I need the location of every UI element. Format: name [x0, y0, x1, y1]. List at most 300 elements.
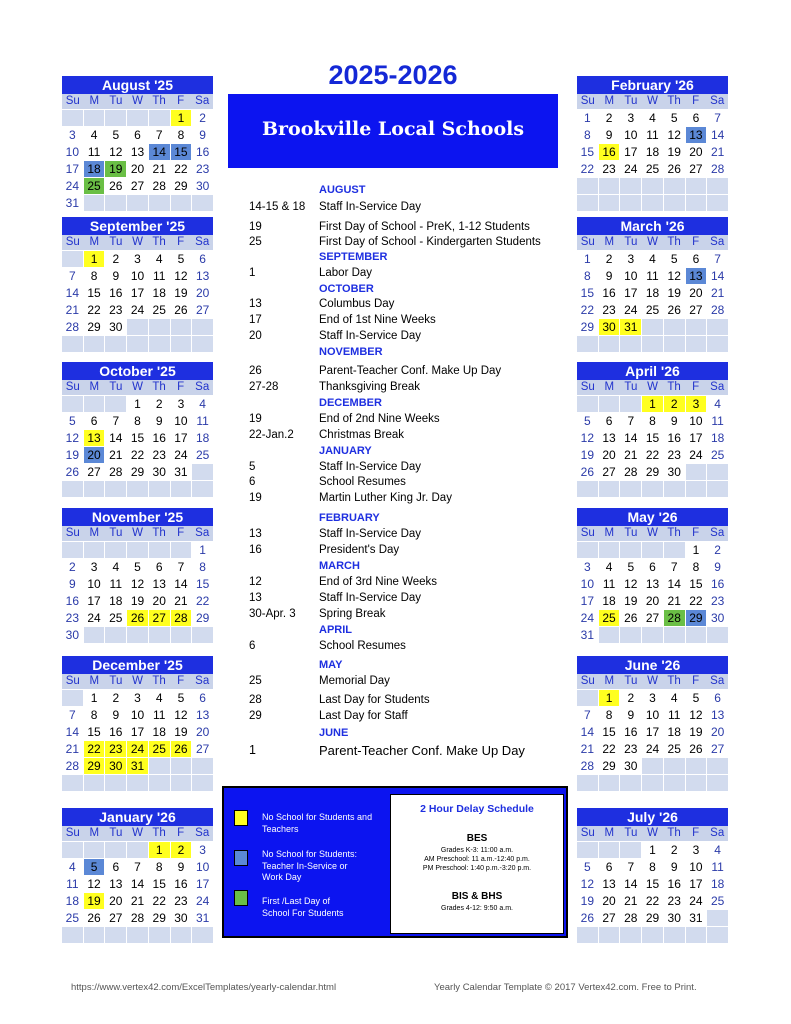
- day-cell: 10: [127, 268, 148, 284]
- empty-day-cell: [599, 842, 620, 858]
- legend-label-first-last: First /Last Day of School For Students: [262, 896, 344, 918]
- event-month-heading: DECEMBER: [319, 397, 382, 409]
- empty-day-cell: [62, 481, 83, 497]
- weekday-label: Sa: [710, 827, 725, 839]
- weekday-label: Sa: [195, 381, 210, 393]
- empty-day-cell: [620, 927, 641, 943]
- day-cell: 2: [149, 396, 170, 412]
- weekday-label: F: [692, 827, 700, 839]
- empty-day-cell: [62, 396, 83, 412]
- empty-day-cell: [127, 336, 148, 352]
- empty-day-cell: [127, 842, 148, 858]
- day-cell: 21: [620, 447, 641, 463]
- day-cell: 14: [171, 576, 192, 592]
- empty-day-cell: [171, 336, 192, 352]
- empty-day-cell: [642, 627, 663, 643]
- weekday-label: Tu: [109, 527, 123, 539]
- day-cell: 15: [642, 876, 663, 892]
- empty-day-cell: [620, 775, 641, 791]
- weekday-label: Th: [152, 827, 166, 839]
- event-month-heading: NOVEMBER: [319, 346, 383, 358]
- day-cell: 3: [686, 396, 707, 412]
- empty-day-cell: [664, 336, 685, 352]
- day-grid: [577, 395, 728, 497]
- day-cell: 14: [149, 144, 170, 160]
- day-cell: 10: [686, 859, 707, 875]
- day-cell: 26: [664, 161, 685, 177]
- day-grid: [577, 250, 728, 352]
- day-cell: 15: [149, 876, 170, 892]
- delay-schedule-title: 2 Hour Delay Schedule: [420, 803, 534, 815]
- day-cell: 15: [192, 576, 213, 592]
- day-cell: 15: [577, 144, 598, 160]
- day-cell: 14: [127, 876, 148, 892]
- empty-day-cell: [62, 927, 83, 943]
- day-cell: 28: [664, 610, 685, 626]
- empty-day-cell: [642, 542, 663, 558]
- empty-day-cell: [62, 775, 83, 791]
- empty-day-cell: [62, 690, 83, 706]
- day-cell: 9: [664, 413, 685, 429]
- footer-url[interactable]: https://www.vertex42.com/ExcelTemplates/yearly-calendar.html: [71, 982, 337, 993]
- empty-day-cell: [642, 336, 663, 352]
- empty-day-cell: [664, 627, 685, 643]
- day-cell: 29: [127, 464, 148, 480]
- day-cell: 17: [686, 430, 707, 446]
- day-cell: 8: [577, 268, 598, 284]
- day-cell: 13: [599, 430, 620, 446]
- day-cell: 6: [642, 559, 663, 575]
- day-cell: 1: [686, 542, 707, 558]
- empty-day-cell: [620, 481, 641, 497]
- day-cell: 19: [664, 144, 685, 160]
- calendar-march-2026: [577, 217, 728, 352]
- day-cell: 10: [84, 576, 105, 592]
- day-cell: 19: [171, 285, 192, 301]
- day-cell: 30: [707, 610, 728, 626]
- day-cell: 3: [642, 690, 663, 706]
- day-cell: 18: [642, 144, 663, 160]
- day-cell: 6: [599, 859, 620, 875]
- day-cell: 30: [664, 910, 685, 926]
- weekday-label: Sa: [195, 827, 210, 839]
- school-name-banner: [228, 94, 558, 168]
- event-date: 19: [249, 221, 262, 233]
- day-cell: 13: [127, 144, 148, 160]
- day-cell: 9: [599, 127, 620, 143]
- day-cell: 31: [686, 910, 707, 926]
- day-cell: 23: [620, 741, 641, 757]
- day-cell: 11: [62, 876, 83, 892]
- month-title: January '26: [62, 808, 213, 826]
- event-description: Staff In-Service Day: [319, 330, 422, 342]
- weekday-label: M: [89, 381, 100, 393]
- empty-day-cell: [664, 758, 685, 774]
- day-cell: 29: [171, 178, 192, 194]
- empty-day-cell: [599, 396, 620, 412]
- event-description: Thanksgiving Break: [319, 381, 420, 393]
- day-cell: 28: [62, 319, 83, 335]
- empty-day-cell: [192, 775, 213, 791]
- day-cell: 1: [84, 251, 105, 267]
- day-cell: 4: [105, 559, 126, 575]
- day-cell: 8: [84, 707, 105, 723]
- day-cell: 28: [149, 178, 170, 194]
- day-cell: 20: [686, 144, 707, 160]
- day-cell: 9: [707, 559, 728, 575]
- day-cell: 28: [620, 464, 641, 480]
- empty-day-cell: [664, 775, 685, 791]
- day-cell: 6: [149, 559, 170, 575]
- empty-day-cell: [171, 481, 192, 497]
- day-cell: 21: [149, 161, 170, 177]
- weekday-label: Su: [65, 95, 80, 107]
- empty-day-cell: [686, 178, 707, 194]
- empty-day-cell: [62, 251, 83, 267]
- day-cell: 29: [577, 319, 598, 335]
- empty-day-cell: [84, 336, 105, 352]
- empty-day-cell: [84, 842, 105, 858]
- legend-swatch-first-last: [234, 890, 248, 906]
- empty-day-cell: [599, 481, 620, 497]
- weekday-label: Sa: [710, 95, 725, 107]
- day-cell: 17: [686, 876, 707, 892]
- day-cell: 10: [642, 707, 663, 723]
- day-cell: 22: [192, 593, 213, 609]
- day-cell: 25: [192, 447, 213, 463]
- day-cell: 1: [84, 690, 105, 706]
- empty-day-cell: [192, 758, 213, 774]
- weekday-label: F: [177, 827, 185, 839]
- month-title: October '25: [62, 362, 213, 380]
- day-cell: 26: [171, 741, 192, 757]
- day-cell: 9: [192, 127, 213, 143]
- day-cell: 27: [686, 302, 707, 318]
- empty-day-cell: [686, 336, 707, 352]
- day-cell: 24: [577, 610, 598, 626]
- event-date: 17: [249, 314, 262, 326]
- empty-day-cell: [664, 927, 685, 943]
- event-date: 16: [249, 544, 262, 556]
- empty-day-cell: [171, 775, 192, 791]
- day-cell: 18: [62, 893, 83, 909]
- day-cell: 26: [620, 610, 641, 626]
- day-cell: 9: [105, 268, 126, 284]
- day-cell: 23: [664, 447, 685, 463]
- weekday-label: W: [647, 236, 658, 248]
- day-cell: 23: [171, 893, 192, 909]
- day-cell: 22: [127, 447, 148, 463]
- day-cell: 17: [620, 144, 641, 160]
- day-cell: 27: [192, 741, 213, 757]
- weekday-label: Sa: [195, 95, 210, 107]
- weekday-label: W: [647, 827, 658, 839]
- event-description: Christmas Break: [319, 429, 404, 441]
- event-date: 13: [249, 592, 262, 604]
- day-cell: 20: [642, 593, 663, 609]
- empty-day-cell: [620, 542, 641, 558]
- day-cell: 21: [105, 447, 126, 463]
- day-cell: 20: [599, 447, 620, 463]
- empty-day-cell: [577, 336, 598, 352]
- day-cell: 31: [192, 910, 213, 926]
- empty-day-cell: [84, 775, 105, 791]
- weekday-label: M: [89, 827, 100, 839]
- weekday-label: Sa: [195, 527, 210, 539]
- day-cell: 14: [62, 724, 83, 740]
- day-cell: 13: [599, 876, 620, 892]
- day-cell: 20: [192, 285, 213, 301]
- day-cell: 28: [577, 758, 598, 774]
- weekday-label: M: [89, 675, 100, 687]
- day-cell: 24: [192, 893, 213, 909]
- event-date: 13: [249, 298, 262, 310]
- bes-title: BES: [466, 833, 488, 844]
- empty-day-cell: [599, 542, 620, 558]
- day-cell: 19: [620, 593, 641, 609]
- day-cell: 23: [62, 610, 83, 626]
- day-cell: 21: [707, 144, 728, 160]
- empty-day-cell: [599, 927, 620, 943]
- empty-day-cell: [620, 396, 641, 412]
- day-cell: 2: [105, 251, 126, 267]
- day-cell: 31: [620, 319, 641, 335]
- day-cell: 15: [577, 285, 598, 301]
- day-cell: 18: [642, 285, 663, 301]
- day-cell: 20: [105, 893, 126, 909]
- day-cell: 11: [105, 576, 126, 592]
- day-cell: 21: [707, 285, 728, 301]
- day-cell: 5: [171, 690, 192, 706]
- weekday-label: Su: [65, 236, 80, 248]
- empty-day-cell: [642, 178, 663, 194]
- day-cell: 10: [686, 413, 707, 429]
- calendar-august-2025: [62, 76, 213, 211]
- event-month-heading: JUNE: [319, 727, 349, 739]
- day-cell: 14: [620, 876, 641, 892]
- day-cell: 3: [686, 842, 707, 858]
- weekday-label: Su: [580, 381, 595, 393]
- empty-day-cell: [642, 927, 663, 943]
- event-description: Last Day for Staff: [319, 710, 408, 722]
- day-cell: 6: [84, 413, 105, 429]
- day-cell: 11: [149, 268, 170, 284]
- weekday-label: Tu: [624, 381, 638, 393]
- day-cell: 13: [707, 707, 728, 723]
- day-cell: 5: [664, 251, 685, 267]
- empty-day-cell: [127, 195, 148, 211]
- weekday-label: M: [604, 381, 615, 393]
- weekday-header-row: [577, 94, 728, 109]
- empty-day-cell: [664, 178, 685, 194]
- weekday-label: M: [604, 675, 615, 687]
- calendar-july-2026: [577, 808, 728, 943]
- day-grid: [62, 109, 213, 211]
- day-cell: 29: [642, 910, 663, 926]
- weekday-label: F: [692, 236, 700, 248]
- day-cell: 18: [149, 724, 170, 740]
- day-cell: 29: [149, 910, 170, 926]
- empty-day-cell: [105, 110, 126, 126]
- event-description: School Resumes: [319, 476, 406, 488]
- day-cell: 30: [105, 758, 126, 774]
- empty-day-cell: [664, 542, 685, 558]
- day-cell: 12: [171, 268, 192, 284]
- day-cell: 5: [620, 559, 641, 575]
- weekday-label: Th: [667, 236, 681, 248]
- day-cell: 12: [105, 144, 126, 160]
- day-cell: 29: [686, 610, 707, 626]
- calendar-june-2026: [577, 656, 728, 791]
- month-title: December '25: [62, 656, 213, 674]
- event-month-heading: JANUARY: [319, 445, 372, 457]
- empty-day-cell: [192, 195, 213, 211]
- day-cell: 16: [599, 144, 620, 160]
- day-cell: 21: [62, 302, 83, 318]
- day-cell: 1: [599, 690, 620, 706]
- event-description: First Day of School - Kindergarten Students: [319, 236, 541, 248]
- day-cell: 17: [577, 593, 598, 609]
- day-cell: 6: [192, 251, 213, 267]
- day-cell: 10: [127, 707, 148, 723]
- day-cell: 8: [599, 707, 620, 723]
- empty-day-cell: [62, 842, 83, 858]
- day-cell: 22: [686, 593, 707, 609]
- day-cell: 20: [686, 285, 707, 301]
- day-cell: 13: [642, 576, 663, 592]
- empty-day-cell: [105, 396, 126, 412]
- day-cell: 24: [127, 741, 148, 757]
- empty-day-cell: [84, 627, 105, 643]
- day-cell: 19: [664, 285, 685, 301]
- empty-day-cell: [127, 110, 148, 126]
- weekday-label: Sa: [195, 675, 210, 687]
- empty-day-cell: [577, 775, 598, 791]
- event-description: End of 2nd Nine Weeks: [319, 413, 440, 425]
- day-cell: 22: [599, 741, 620, 757]
- empty-day-cell: [707, 464, 728, 480]
- day-cell: 23: [192, 161, 213, 177]
- event-description: Parent-Teacher Conf. Make Up Day: [319, 365, 502, 377]
- empty-day-cell: [707, 910, 728, 926]
- day-cell: 16: [620, 724, 641, 740]
- month-title: July '26: [577, 808, 728, 826]
- weekday-label: Sa: [710, 675, 725, 687]
- bis-bhs-line: Grades 4-12: 9:50 a.m.: [441, 905, 513, 912]
- day-cell: 18: [599, 593, 620, 609]
- event-description: Memorial Day: [319, 675, 390, 687]
- day-cell: 20: [84, 447, 105, 463]
- day-cell: 25: [642, 161, 663, 177]
- day-cell: 17: [192, 876, 213, 892]
- day-cell: 1: [192, 542, 213, 558]
- empty-day-cell: [171, 927, 192, 943]
- legend-swatch-inservice: [234, 850, 248, 866]
- weekday-label: F: [692, 381, 700, 393]
- day-cell: 26: [664, 302, 685, 318]
- day-cell: 7: [171, 559, 192, 575]
- year-title: 2025-2026: [328, 60, 458, 90]
- day-cell: 27: [707, 741, 728, 757]
- day-cell: 25: [707, 893, 728, 909]
- day-cell: 22: [577, 161, 598, 177]
- day-cell: 23: [707, 593, 728, 609]
- empty-day-cell: [171, 195, 192, 211]
- day-cell: 7: [707, 110, 728, 126]
- day-grid: [62, 841, 213, 943]
- day-cell: 15: [642, 430, 663, 446]
- day-cell: 24: [127, 302, 148, 318]
- empty-day-cell: [620, 627, 641, 643]
- day-cell: 4: [84, 127, 105, 143]
- day-cell: 25: [642, 302, 663, 318]
- empty-day-cell: [599, 775, 620, 791]
- day-cell: 19: [577, 893, 598, 909]
- day-cell: 5: [686, 690, 707, 706]
- empty-day-cell: [84, 195, 105, 211]
- day-cell: 18: [707, 430, 728, 446]
- weekday-label: Tu: [109, 236, 123, 248]
- day-cell: 17: [642, 724, 663, 740]
- day-cell: 19: [62, 447, 83, 463]
- day-cell: 29: [599, 758, 620, 774]
- day-cell: 14: [707, 127, 728, 143]
- empty-day-cell: [127, 775, 148, 791]
- day-cell: 17: [620, 285, 641, 301]
- empty-day-cell: [127, 319, 148, 335]
- empty-day-cell: [127, 542, 148, 558]
- day-cell: 12: [577, 430, 598, 446]
- bes-line-1: Grades K-3: 11:00 a.m.: [440, 847, 514, 854]
- empty-day-cell: [686, 758, 707, 774]
- weekday-label: Su: [580, 827, 595, 839]
- day-cell: 9: [599, 268, 620, 284]
- day-cell: 21: [620, 893, 641, 909]
- calendar-december-2025: [62, 656, 213, 791]
- empty-day-cell: [192, 481, 213, 497]
- day-cell: 12: [664, 127, 685, 143]
- day-cell: 25: [707, 447, 728, 463]
- event-description: End of 1st Nine Weeks: [319, 314, 436, 326]
- day-cell: 3: [62, 127, 83, 143]
- empty-day-cell: [192, 464, 213, 480]
- empty-day-cell: [127, 627, 148, 643]
- empty-day-cell: [62, 110, 83, 126]
- day-cell: 8: [171, 127, 192, 143]
- day-cell: 9: [171, 859, 192, 875]
- day-cell: 4: [642, 110, 663, 126]
- day-cell: 4: [707, 842, 728, 858]
- day-cell: 15: [84, 724, 105, 740]
- empty-day-cell: [620, 178, 641, 194]
- day-cell: 7: [620, 413, 641, 429]
- day-cell: 24: [686, 893, 707, 909]
- weekday-label: Th: [152, 381, 166, 393]
- day-cell: 26: [577, 910, 598, 926]
- day-cell: 22: [642, 893, 663, 909]
- empty-day-cell: [84, 542, 105, 558]
- day-cell: 1: [127, 396, 148, 412]
- day-cell: 5: [62, 413, 83, 429]
- day-cell: 7: [620, 859, 641, 875]
- day-cell: 29: [642, 464, 663, 480]
- day-cell: 18: [192, 430, 213, 446]
- day-cell: 3: [577, 559, 598, 575]
- day-cell: 10: [620, 127, 641, 143]
- empty-day-cell: [84, 396, 105, 412]
- day-cell: 27: [599, 910, 620, 926]
- empty-day-cell: [577, 690, 598, 706]
